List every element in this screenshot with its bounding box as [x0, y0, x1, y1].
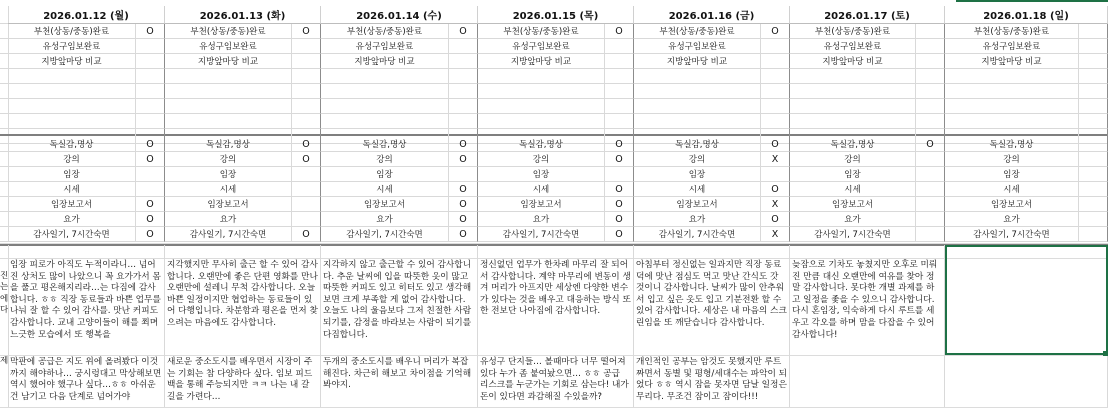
routine-cell[interactable]: 임장	[634, 167, 761, 182]
check-mark-cell[interactable]	[916, 39, 945, 54]
check-mark-cell[interactable]	[1079, 99, 1108, 114]
routine-cell[interactable]: 요가	[321, 212, 449, 227]
check-mark-cell[interactable]: O	[136, 212, 165, 227]
routine-cell[interactable]: 요가	[8, 212, 136, 227]
check-mark-cell[interactable]	[916, 167, 945, 182]
check-mark-cell[interactable]	[761, 99, 790, 114]
task-cell[interactable]	[945, 99, 1079, 114]
routine-cell[interactable]: 감사일기, 7시간숙면	[321, 227, 449, 242]
routine-cell[interactable]: 독실감,명상	[8, 137, 136, 152]
check-mark-cell[interactable]: O	[605, 152, 634, 167]
check-mark-cell[interactable]	[449, 99, 478, 114]
check-mark-cell[interactable]	[292, 182, 321, 197]
task-cell[interactable]	[478, 69, 605, 84]
task-cell[interactable]: 유성구임보완료	[945, 39, 1079, 54]
routine-cell[interactable]: 임장	[945, 167, 1079, 182]
routine-cell[interactable]: 임장	[321, 167, 449, 182]
routine-cell[interactable]: 독실감,명상	[478, 137, 605, 152]
routine-cell[interactable]: 독실감,명상	[790, 137, 916, 152]
task-cell[interactable]	[634, 114, 761, 129]
check-mark-cell[interactable]: X	[761, 197, 790, 212]
task-cell[interactable]	[945, 84, 1079, 99]
routine-cell[interactable]: 임장	[478, 167, 605, 182]
task-cell[interactable]: 지방앞마당 비교	[634, 54, 761, 69]
routine-cell[interactable]: 시세	[478, 182, 605, 197]
check-mark-cell[interactable]	[916, 197, 945, 212]
task-cell[interactable]	[321, 99, 449, 114]
routine-cell[interactable]: 시세	[945, 182, 1079, 197]
day-header[interactable]: 2026.01.15 (목)	[478, 6, 634, 24]
study-note-cell[interactable]: 막판에 공급은 지도 위에 올려봤다 이것까지 해야하나… 궁시렁대고 막상해보면 역시 했어야 했구나 싶다…ㅎㅎ 아쉬운건 남기고 다음 단계로 넘어가야	[10, 357, 162, 402]
routine-cell[interactable]: 감사일기, 7시간숙면	[478, 227, 605, 242]
check-mark-cell[interactable]	[761, 54, 790, 69]
task-cell[interactable]	[634, 99, 761, 114]
check-mark-cell[interactable]	[292, 99, 321, 114]
check-mark-cell[interactable]	[136, 99, 165, 114]
gratitude-journal-cell[interactable]: 정신없던 업무가 한차례 마무리 잘 되어서 감사합니다. 계약 마무리에 변동이 생겨 머리가 아프지만 세상엔 다양한 변수가 있다는 것을 배우고 대응하는 방식 또한 전보단 나아짐에 감사합니다.	[480, 260, 631, 317]
check-mark-cell[interactable]: O	[449, 197, 478, 212]
check-mark-cell[interactable]: O	[605, 212, 634, 227]
task-cell[interactable]	[478, 84, 605, 99]
day-header[interactable]: 2026.01.18 (일)	[945, 6, 1108, 24]
check-mark-cell[interactable]: O	[605, 197, 634, 212]
check-mark-cell[interactable]: O	[136, 24, 165, 39]
check-mark-cell[interactable]	[916, 24, 945, 39]
routine-cell[interactable]: 강의	[478, 152, 605, 167]
routine-cell[interactable]: 요가	[790, 212, 916, 227]
task-cell[interactable]	[321, 69, 449, 84]
row-gridline	[0, 243, 1108, 244]
task-cell[interactable]: 부천(상동/중동)완료	[478, 24, 605, 39]
task-cell[interactable]	[478, 99, 605, 114]
check-mark-cell[interactable]	[1079, 69, 1108, 84]
study-note-cell[interactable]: 개인적인 공부는 암것도 못했지만 루트짜면서 동별 및 평형/세대수는 파악이 되었다 ㅎㅎ 역시 잠을 못자면 담날 일정은 무리다. 무조건 잠이고 잠이다!!!	[636, 357, 788, 402]
task-cell[interactable]: 지방앞마당 비교	[478, 54, 605, 69]
check-mark-cell[interactable]	[1079, 84, 1108, 99]
check-mark-cell[interactable]	[916, 69, 945, 84]
check-mark-cell[interactable]	[292, 114, 321, 129]
study-note-cell[interactable]: 새로운 중소도시를 배우면서 시장이 주는 기회는 참 다양하다 싶다. 임보 피드백을 통해 주능되지만 ㅋㅋ 나는 내 갈 길을 가련다…	[167, 357, 313, 402]
check-mark-cell[interactable]	[292, 39, 321, 54]
check-mark-cell[interactable]	[292, 167, 321, 182]
routine-cell[interactable]: 요가	[945, 212, 1079, 227]
task-cell[interactable]	[945, 114, 1079, 129]
check-mark-cell[interactable]: O	[136, 152, 165, 167]
check-mark-cell[interactable]	[916, 114, 945, 129]
check-mark-cell[interactable]	[292, 54, 321, 69]
routine-cell[interactable]: 강의	[945, 152, 1079, 167]
check-mark-cell[interactable]: O	[449, 137, 478, 152]
gratitude-journal-cell[interactable]: 임장 피로가 아직도 누적이라니… 넘어진 상처도 많이 나았으니 꼭 요가가서 몸을 풀고 평온해지리라…는 다짐에 감사합니다. ㅎㅎ 직장 동료들과 바쁜 업무를 나눠 잘 할 수 있어 감사를. 맛난 커피도 감사합니다. 교내 고양이들이 해를 쬐며 느긋한 모습에서 또 행복을	[10, 260, 161, 340]
check-mark-cell[interactable]	[136, 84, 165, 99]
task-cell[interactable]: 부천(상동/중동)완료	[634, 24, 761, 39]
routine-cell[interactable]: 강의	[790, 152, 916, 167]
task-cell[interactable]	[478, 114, 605, 129]
check-mark-cell[interactable]: O	[605, 182, 634, 197]
check-mark-cell[interactable]	[136, 54, 165, 69]
day-header[interactable]: 2026.01.13 (화)	[165, 6, 321, 24]
routine-cell[interactable]: 독실감,명상	[165, 137, 292, 152]
check-mark-cell[interactable]	[449, 167, 478, 182]
check-mark-cell[interactable]: O	[449, 152, 478, 167]
check-mark-cell[interactable]	[1079, 212, 1108, 227]
task-cell[interactable]: 지방앞마당 비교	[165, 54, 292, 69]
day-header[interactable]: 2026.01.17 (토)	[790, 6, 945, 24]
task-cell[interactable]	[165, 84, 292, 99]
check-mark-cell[interactable]: O	[136, 137, 165, 152]
check-mark-cell[interactable]	[916, 99, 945, 114]
routine-cell[interactable]: 독실감,명상	[321, 137, 449, 152]
task-cell[interactable]: 지방앞마당 비교	[790, 54, 916, 69]
check-mark-cell[interactable]	[605, 114, 634, 129]
left-edge-char: 는	[0, 282, 8, 293]
check-mark-cell[interactable]	[761, 69, 790, 84]
task-cell[interactable]: 지방앞마당 비교	[321, 54, 449, 69]
gratitude-journal-cell[interactable]	[945, 259, 1107, 355]
check-mark-cell[interactable]	[136, 39, 165, 54]
task-cell[interactable]	[945, 69, 1079, 84]
routine-cell[interactable]: 시세	[165, 182, 292, 197]
check-mark-cell[interactable]	[449, 84, 478, 99]
check-mark-cell[interactable]	[1079, 54, 1108, 69]
routine-cell[interactable]: 독실감,명상	[945, 137, 1079, 152]
task-cell[interactable]	[165, 69, 292, 84]
study-note-cell[interactable]	[945, 356, 1107, 406]
routine-cell[interactable]: 임장보고서	[790, 197, 916, 212]
check-mark-cell[interactable]	[1079, 167, 1108, 182]
check-mark-cell[interactable]	[449, 54, 478, 69]
check-mark-cell[interactable]	[1079, 39, 1108, 54]
check-mark-cell[interactable]	[292, 197, 321, 212]
check-mark-cell[interactable]	[136, 114, 165, 129]
check-mark-cell[interactable]	[605, 54, 634, 69]
routine-cell[interactable]: 임장보고서	[478, 197, 605, 212]
task-cell[interactable]	[790, 114, 916, 129]
check-mark-cell[interactable]: O	[292, 227, 321, 242]
check-mark-cell[interactable]	[1079, 152, 1108, 167]
check-mark-cell[interactable]: O	[449, 227, 478, 242]
task-cell[interactable]	[321, 114, 449, 129]
task-cell[interactable]: 부천(상동/중동)완료	[165, 24, 292, 39]
check-mark-cell[interactable]	[1079, 24, 1108, 39]
check-mark-cell[interactable]: O	[449, 212, 478, 227]
left-edge-char: 진	[0, 270, 8, 281]
routine-cell[interactable]: 강의	[165, 152, 292, 167]
task-cell[interactable]	[321, 84, 449, 99]
check-mark-cell[interactable]	[761, 84, 790, 99]
routine-cell[interactable]: 감사일기, 7시간숙면	[634, 227, 761, 242]
routine-cell[interactable]: 시세	[321, 182, 449, 197]
routine-cell[interactable]: 임장	[790, 167, 916, 182]
check-mark-cell[interactable]	[761, 39, 790, 54]
check-mark-cell[interactable]: O	[761, 24, 790, 39]
task-cell[interactable]: 유성구임보완료	[165, 39, 292, 54]
check-mark-cell[interactable]	[292, 69, 321, 84]
check-mark-cell[interactable]	[136, 69, 165, 84]
check-mark-cell[interactable]	[761, 114, 790, 129]
check-mark-cell[interactable]	[916, 84, 945, 99]
routine-cell[interactable]: 시세	[8, 182, 136, 197]
check-mark-cell[interactable]	[449, 39, 478, 54]
gratitude-journal-cell[interactable]: 지각하지 않고 출근할 수 있어 감사합니다. 추운 날씨에 입을 따뜻한 옷이 많고 따뜻한 커피도 있고 히터도 있고 생각해보면 크게 부족할 게 없어 감사합니다. 오늘도 나의 울음보다 그저 친절한 사람 되기를, 감정을 바라보는 사람이 되기를 다짐합니다.	[323, 260, 472, 340]
routine-cell[interactable]: 강의	[634, 152, 761, 167]
routine-cell[interactable]: 강의	[321, 152, 449, 167]
gratitude-journal-cell[interactable]: 아침부터 정신없는 일과지만 직장 동료덕에 맛난 점심도 먹고 맛난 간식도 갓 것이니 감사합니다. 날씨가 많이 안추워서 입고 싶은 옷도 입고 기분전환 할 수 있어 감사합니다. 세상은 내 마음의 스크린임을 또 깨닫습니다 감사합니다.	[636, 260, 787, 328]
check-mark-cell[interactable]	[605, 99, 634, 114]
routine-cell[interactable]: 요가	[165, 212, 292, 227]
check-mark-cell[interactable]: O	[292, 152, 321, 167]
check-mark-cell[interactable]	[1079, 227, 1108, 242]
check-mark-cell[interactable]	[916, 212, 945, 227]
task-cell[interactable]: 유성구임보완료	[790, 39, 916, 54]
routine-cell[interactable]: 감사일기, 7시간숙면	[165, 227, 292, 242]
task-cell[interactable]	[634, 84, 761, 99]
routine-cell[interactable]: 시세	[634, 182, 761, 197]
check-mark-cell[interactable]	[1079, 197, 1108, 212]
task-cell[interactable]: 유성구임보완료	[8, 39, 136, 54]
check-mark-cell[interactable]: O	[916, 137, 945, 152]
routine-cell[interactable]: 독실감,명상	[634, 137, 761, 152]
left-edge-char: 다	[0, 305, 8, 316]
selected-column-indicator	[956, 0, 1108, 2]
routine-cell[interactable]: 감사일기, 7시간숙면	[945, 227, 1079, 242]
task-cell[interactable]	[165, 99, 292, 114]
task-cell[interactable]	[634, 69, 761, 84]
study-note-cell[interactable]	[790, 356, 944, 406]
task-cell[interactable]	[8, 69, 136, 84]
routine-cell[interactable]: 강의	[8, 152, 136, 167]
check-mark-cell[interactable]: O	[292, 24, 321, 39]
gratitude-journal-cell[interactable]: 지각했지만 무사히 출근 할 수 있어 감사합니다. 오랜만에 좋은 단편 영화를 만나 오랜만에 설레니 무척 감사합니다. 오늘 바쁜 일정이지만 협업하는 동료들이 있어 다행입니다. 차분함과 평온을 먼저 찾으려는 마음에도 감사합니다.	[167, 260, 318, 328]
task-cell[interactable]	[790, 84, 916, 99]
check-mark-cell[interactable]	[1079, 182, 1108, 197]
check-mark-cell[interactable]	[1079, 137, 1108, 152]
routine-cell[interactable]: 요가	[478, 212, 605, 227]
gratitude-journal-cell[interactable]: 늦잠으로 기차도 놓쳤지만 오후로 미뤄진 만큼 대신 오랜만에 여유를 찾아 정말 감사합니다. 못다한 개별 과제를 하고 일정을 좇을 수 있으니 감사합니다. 다시 혼임장, 익숙하게 다시 루트를 세우고 각오를 하며 맘을 다잡을 수 있어 감사합니다!	[792, 260, 938, 340]
task-cell[interactable]: 부천(상동/중동)완료	[8, 24, 136, 39]
fill-handle[interactable]	[1103, 351, 1108, 356]
check-mark-cell[interactable]	[292, 212, 321, 227]
check-mark-cell[interactable]	[136, 182, 165, 197]
routine-cell[interactable]: 임장보고서	[165, 197, 292, 212]
check-mark-cell[interactable]: X	[761, 227, 790, 242]
study-note-cell[interactable]: 두개의 중소도시를 배우니 머리가 복잡해진다. 차근히 해보고 차이점을 기억해봐야지.	[323, 357, 472, 391]
task-cell[interactable]	[8, 99, 136, 114]
check-mark-cell[interactable]	[292, 84, 321, 99]
check-mark-cell[interactable]	[136, 167, 165, 182]
check-mark-cell[interactable]	[449, 69, 478, 84]
task-cell[interactable]: 유성구임보완료	[634, 39, 761, 54]
check-mark-cell[interactable]	[1079, 114, 1108, 129]
left-edge-char: 에	[0, 293, 8, 304]
check-mark-cell[interactable]	[761, 167, 790, 182]
check-mark-cell[interactable]	[916, 54, 945, 69]
task-cell[interactable]: 유성구임보완료	[321, 39, 449, 54]
task-cell[interactable]: 지방앞마당 비교	[8, 54, 136, 69]
routine-cell[interactable]: 요가	[634, 212, 761, 227]
check-mark-cell[interactable]: O	[449, 24, 478, 39]
task-cell[interactable]	[8, 114, 136, 129]
check-mark-cell[interactable]	[605, 69, 634, 84]
left-edge-char: 제	[0, 356, 8, 366]
check-mark-cell[interactable]	[916, 182, 945, 197]
task-cell[interactable]	[790, 69, 916, 84]
check-mark-cell[interactable]: O	[761, 212, 790, 227]
check-mark-cell[interactable]: O	[605, 24, 634, 39]
row-gridline	[0, 407, 1108, 408]
check-mark-cell[interactable]	[449, 114, 478, 129]
check-mark-cell[interactable]: O	[761, 182, 790, 197]
day-header[interactable]: 2026.01.14 (수)	[321, 6, 478, 24]
task-cell[interactable]: 지방앞마당 비교	[945, 54, 1079, 69]
check-mark-cell[interactable]: X	[761, 152, 790, 167]
check-mark-cell[interactable]: O	[136, 197, 165, 212]
day-header[interactable]: 2026.01.12 (월)	[8, 6, 165, 24]
routine-cell[interactable]: 임장보고서	[8, 197, 136, 212]
task-cell[interactable]: 부천(상동/중동)완료	[945, 24, 1079, 39]
routine-cell[interactable]: 임장보고서	[945, 197, 1079, 212]
task-cell[interactable]: 부천(상동/중동)완료	[790, 24, 916, 39]
check-mark-cell[interactable]	[605, 84, 634, 99]
check-mark-cell[interactable]: O	[605, 227, 634, 242]
routine-cell[interactable]: 임장	[165, 167, 292, 182]
task-cell[interactable]	[790, 99, 916, 114]
check-mark-cell[interactable]: O	[605, 137, 634, 152]
task-cell[interactable]: 부천(상동/중동)완료	[321, 24, 449, 39]
check-mark-cell[interactable]	[916, 152, 945, 167]
day-header[interactable]: 2026.01.16 (금)	[634, 6, 790, 24]
routine-cell[interactable]: 감사일기, 7시간숙면	[790, 227, 916, 242]
routine-cell[interactable]: 시세	[790, 182, 916, 197]
task-cell[interactable]	[165, 114, 292, 129]
task-cell[interactable]: 유성구임보완료	[478, 39, 605, 54]
check-mark-cell[interactable]: O	[136, 227, 165, 242]
section-divider	[0, 244, 1108, 246]
routine-cell[interactable]: 임장보고서	[634, 197, 761, 212]
check-mark-cell[interactable]: O	[292, 137, 321, 152]
check-mark-cell[interactable]	[605, 167, 634, 182]
study-note-cell[interactable]: 유성구 단지들… 볼때마다 너무 떨어져있다 누가 좀 붙여놨으면… ㅎㅎ 공급 리스크를 누군가는 기회로 삼는다! 내가 돈이 있다면 과감해질 수있을까?	[480, 357, 629, 402]
check-mark-cell[interactable]	[605, 39, 634, 54]
routine-cell[interactable]: 임장	[8, 167, 136, 182]
column-divider	[8, 245, 9, 407]
routine-cell[interactable]: 감사일기, 7시간숙면	[8, 227, 136, 242]
check-mark-cell[interactable]: O	[449, 182, 478, 197]
task-cell[interactable]	[8, 84, 136, 99]
check-mark-cell[interactable]: O	[761, 137, 790, 152]
routine-cell[interactable]: 임장보고서	[321, 197, 449, 212]
check-mark-cell[interactable]	[916, 227, 945, 242]
